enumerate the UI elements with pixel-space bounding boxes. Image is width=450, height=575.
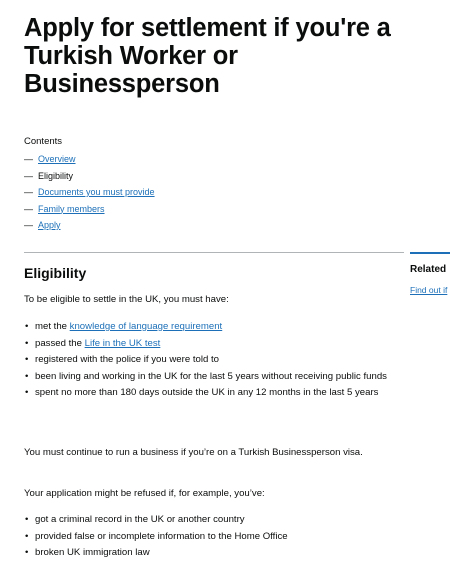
related-heading: Related [410, 264, 447, 275]
list-item [24, 321, 394, 334]
list-item [24, 514, 394, 527]
bullet-text: registered with the police if you were told to [35, 354, 219, 365]
business-note: You must continue to run a business if you’re on a Turkish Businessperson visa. [24, 447, 363, 458]
life-in-uk-test-link[interactable]: Life in the UK test [84, 337, 161, 349]
dash-icon: — [24, 154, 33, 164]
contents-link-documents[interactable]: Documents you must provide [38, 187, 155, 197]
bullet-text: passed the [35, 337, 85, 349]
eligibility-intro: To be eligible to settle in the UK, you must have: [24, 294, 229, 305]
requirements-list [24, 321, 394, 400]
list-item [24, 531, 394, 544]
bullet-text: got a criminal record in the UK or another country [35, 514, 245, 525]
refusal-intro-block [24, 488, 394, 501]
contents-item-documents[interactable] [24, 186, 155, 203]
contents-current-eligibility: Eligibility [38, 170, 74, 181]
contents-item-overview[interactable] [24, 153, 155, 170]
bullet-text: broken UK immigration law [35, 547, 150, 558]
requirements-block [24, 321, 394, 404]
bullet-text: been living and working in the UK for the last 5 years without receiving public funds [35, 370, 387, 382]
bullet-text: spent no more than 180 days outside the UK in any 12 months in the last 5 years [35, 387, 379, 398]
list-item [24, 387, 394, 400]
eligibility-intro-block [24, 294, 394, 307]
contents-list [24, 153, 155, 236]
related-link[interactable]: Find out if [410, 285, 448, 295]
dash-icon: — [24, 170, 33, 181]
refusal-block [24, 514, 394, 564]
bullet-text: provided false or incomplete information to the Home Office [35, 530, 288, 542]
contents-item-apply[interactable] [24, 219, 155, 236]
list-item [24, 338, 394, 351]
contents-item-eligibility [24, 170, 155, 187]
contents-label: Contents [24, 136, 63, 147]
dash-icon: — [24, 203, 33, 214]
contents-item-family-members[interactable] [24, 203, 155, 220]
refusal-intro: Your application might be refused if, for example, you’ve: [24, 488, 265, 499]
list-item [24, 547, 394, 560]
bullet-text: met the [35, 321, 70, 332]
dash-icon: — [24, 187, 33, 197]
related-top-bar [410, 252, 450, 254]
contents-link-family-members[interactable]: Family members [38, 203, 105, 214]
contents-link-apply[interactable]: Apply [38, 220, 61, 230]
section-heading-eligibility: Eligibility [24, 265, 87, 281]
list-item [24, 371, 394, 384]
section-divider [24, 252, 404, 253]
list-item [24, 354, 394, 367]
page-title: Apply for settlement if you're a Turkish Worker or Businessperson [24, 14, 391, 98]
refusal-list [24, 514, 394, 560]
contents-link-overview[interactable]: Overview [38, 154, 76, 164]
business-note-block [24, 447, 394, 460]
dash-icon: — [24, 220, 33, 230]
language-requirement-link[interactable]: knowledge of language requirement [69, 321, 223, 332]
